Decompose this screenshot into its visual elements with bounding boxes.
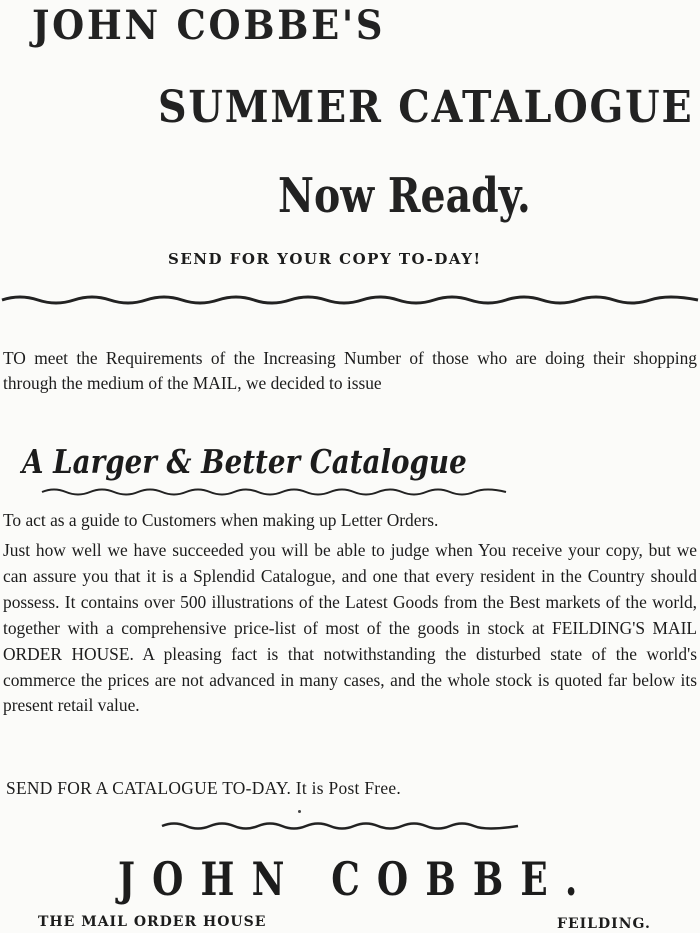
wavy-underline-subheading (40, 484, 510, 498)
send-catalogue-line: SEND FOR A CATALOGUE TO-DAY. It is Post Free. (6, 778, 402, 798)
advert-title-catalogue: SUMMER CATALOGUE (158, 82, 694, 133)
footer-mail-order-house: THE MAIL ORDER HOUSE (38, 914, 267, 930)
intro-paragraph: TO meet the Requirements of the Increasing Number of those who are doing their shopping through the medium of the MAIL, we decided to issue (3, 348, 697, 393)
send-for-copy-line: SEND FOR YOUR COPY TO-DAY! (168, 250, 482, 268)
subheading-larger-better: A Larger & Better Catalogue (22, 442, 467, 481)
advert-title-name: JOHN COBBE'S (32, 2, 386, 49)
footer-town: FEILDING. (557, 916, 651, 932)
body-paragraph: Just how well we have succeeded you will be able to judge when You receive your copy, but we can assure you that it is a Splendid Catalogue, and one that every resident in the Country should possess. It contains over 500 illustrations of the Latest Goods from the Best markets of the world, together with a comprehensive price-list of most of the goods in stock at FEILDING'S MAIL ORDER HOUSE. A pleasing fact is that notwithstanding the disturbed state of the world's commerce the prices are not advanced in many cases, and the whole stock is quoted far below its present retail value. (3, 540, 697, 716)
wavy-divider-bottom (160, 818, 520, 834)
print-speck (298, 810, 301, 813)
wavy-divider-top (0, 288, 700, 308)
footer-merchant-name: JOHN COBBE. (118, 852, 595, 906)
advert-title-now-ready: Now Ready. (278, 168, 531, 224)
guide-line: To act as a guide to Customers when making up Letter Orders. (3, 510, 439, 530)
